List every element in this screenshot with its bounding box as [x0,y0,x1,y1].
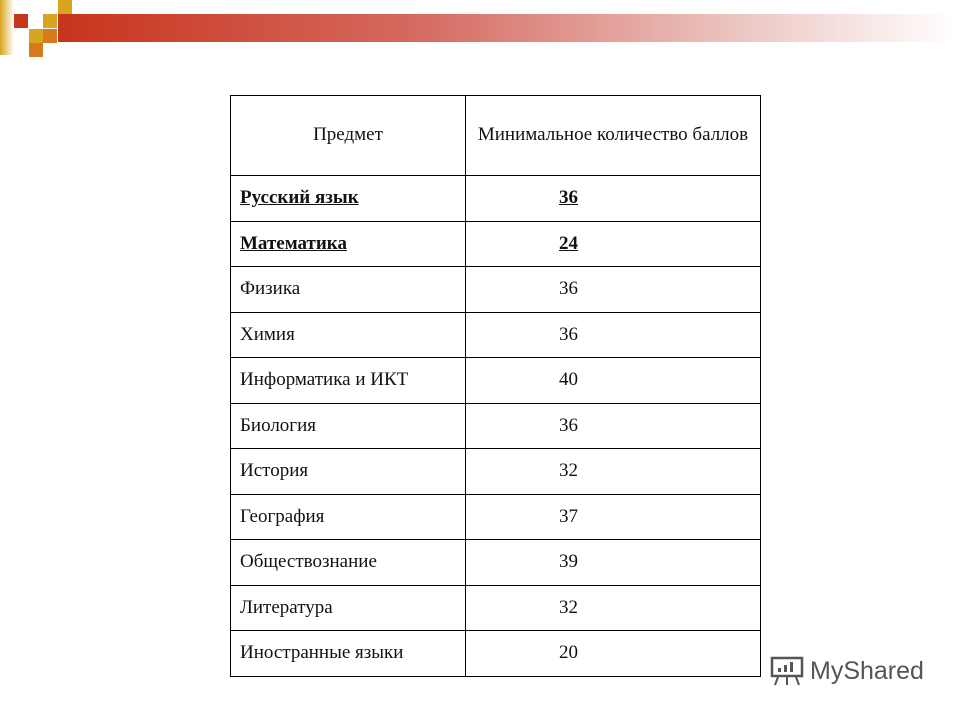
watermark-text: MyShared [810,656,924,685]
presentation-board-icon [768,655,806,687]
table-header [231,96,761,176]
header-min-score: Минимальное количество баллов [466,96,761,176]
deco-square [29,29,43,43]
score-cell: 24 [466,221,761,267]
table-row [231,585,761,631]
table-row [231,449,761,495]
myshared-logo [768,655,924,687]
table-row [231,494,761,540]
deco-square [29,43,43,57]
subject-cell: Математика [231,221,466,267]
table-row [231,403,761,449]
score-cell: 39 [466,540,761,586]
subject-cell: Иностранные языки [231,631,466,677]
subject-cell: Литература [231,585,466,631]
subject-cell: Обществознание [231,540,466,586]
score-cell: 36 [466,267,761,313]
deco-square [43,29,57,43]
score-cell: 37 [466,494,761,540]
deco-square [58,0,72,14]
score-cell: 40 [466,358,761,404]
score-cell: 32 [466,449,761,495]
score-cell: 36 [466,403,761,449]
table-row [231,267,761,313]
table-row [231,631,761,677]
score-cell: 36 [466,176,761,222]
subject-cell: История [231,449,466,495]
deco-square [43,14,57,28]
subject-cell: География [231,494,466,540]
header-bar [58,14,958,42]
subject-cell: Русский язык [231,176,466,222]
table-row [231,358,761,404]
deco-square [14,14,28,28]
min-scores-table [230,95,761,677]
table-row [231,540,761,586]
score-cell: 20 [466,631,761,677]
subject-cell: Физика [231,267,466,313]
table-row [231,221,761,267]
table-row [231,312,761,358]
subject-cell: Химия [231,312,466,358]
subject-cell: Биология [231,403,466,449]
header-subject: Предмет [231,96,466,176]
table-row [231,176,761,222]
score-cell: 32 [466,585,761,631]
score-cell: 36 [466,312,761,358]
deco-square [0,0,14,55]
subject-cell: Информатика и ИКТ [231,358,466,404]
